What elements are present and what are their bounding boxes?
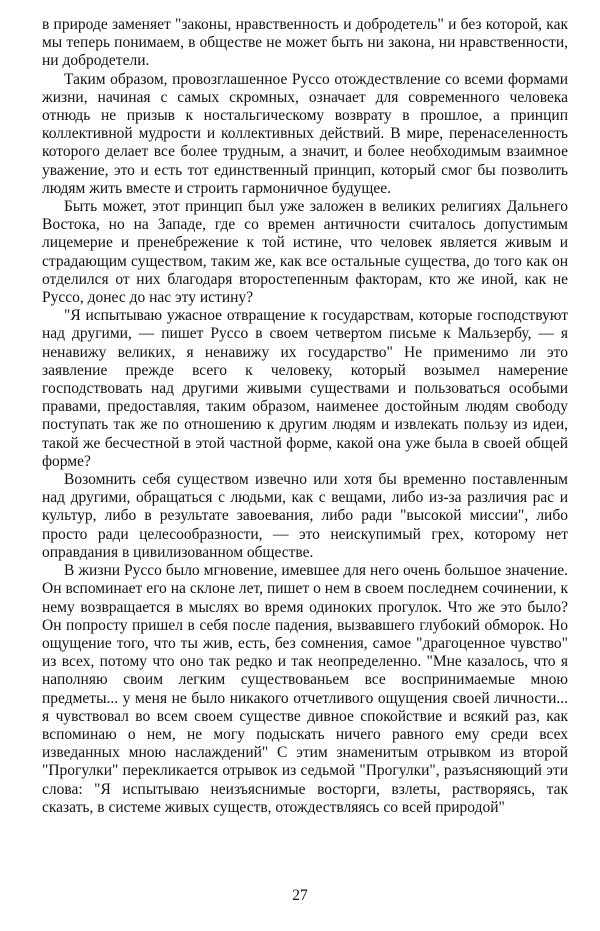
paragraph-3: Быть может, этот принцип был уже заложен в великих религиях Дальнего Востока, но на Западе, где со времен античности считалось допустимым лицемерие и пренебрежение к той истине, что человек является живым и страдающим существом, таким же, как все остальные существа, до того как он отделился от них благодаря второстепенным факторам, кто же иной, как не Руссо, донес до нас эту истину? <box>42 198 568 307</box>
paragraph-1: в природе заменяет "законы, нравственность и добродетель" и без которой, как мы теперь понимаем, в обществе не может быть ни закона, ни нравственности, ни добродетели. <box>42 16 568 70</box>
paragraph-6: В жизни Руссо было мгновение, имевшее для него очень большое значение. Он вспоминает его на склоне лет, пишет о нем в своем последнем сочинении, к нему возвращается в мыслях во время одиноких прогулок. Что же это было? Он попросту пришел в себя после падения, вызвавшего глубокий обморок. Но ощущение того, что ты жив, есть, без сомнения, самое "драгоценное чувство" из всех, потому что оно так редко и так неопределенно. "Мне казалось, что я наполняю своим легким существованьем все воспринимаемые мною предметы... у меня не было никакого отчетливого ощущения своей личности... я чувствовал во всем своем существе дивное спокойствие и всякий раз, как вспоминаю о нем, не могу подыскать ничего равного ему среди всех изведанных мною наслаждений" С этим знаменитым отрывком из второй "Прогулки" перекликается отрывок из седьмой "Прогулки", разъясняющий эти слова: "Я испытываю неизъяснимые восторги, взлеты, растворяясь, так сказать, в системе живых существ, отождествляясь со всей природой" <box>42 562 568 816</box>
paragraph-2: Таким образом, провозглашенное Руссо отождествление со всеми формами жизни, начиная с самых скромных, означает для современного человека отнюдь не призыв к ностальгическому возврату в прошлое, а принцип коллективной мудрости и коллективных действий. В мире, перенаселенность которого делает все более трудным, а значит, и более необходимым взаимное уважение, это и есть тот единственный принцип, который смог бы позволить людям жить вместе и строить гармоничное будущее. <box>42 70 568 197</box>
page-number: 27 <box>292 887 308 904</box>
body-text <box>42 16 568 817</box>
paragraph-4: "Я испытываю ужасное отвращение к государствам, которые господствуют над другими, — пишет Руссо в своем четвертом письме к Мальзербу, — я ненавижу великих, я ненавижу их государство" Не применимо ли это заявление прежде всего к человеку, который возымел намерение господствовать над другими живыми существами и пользоваться особыми правами, предоставляя, таким образом, наименее достойным людям свободу поступать так же по отношению к другим людям и извлекать пользу из идеи, такой же бесчестной в этой частной форме, какой она уже была в своей общей форме? <box>42 307 568 470</box>
paragraph-5: Возомнить себя существом извечно или хотя бы временно поставленным над другими, обращаться с людьми, как с вещами, либо из-за различия рас и культур, либо в результате завоевания, либо ради "высокой миссии", либо просто ради целесообразности, — это неискупимый грех, которому нет оправдания в цивилизованном обществе. <box>42 471 568 561</box>
